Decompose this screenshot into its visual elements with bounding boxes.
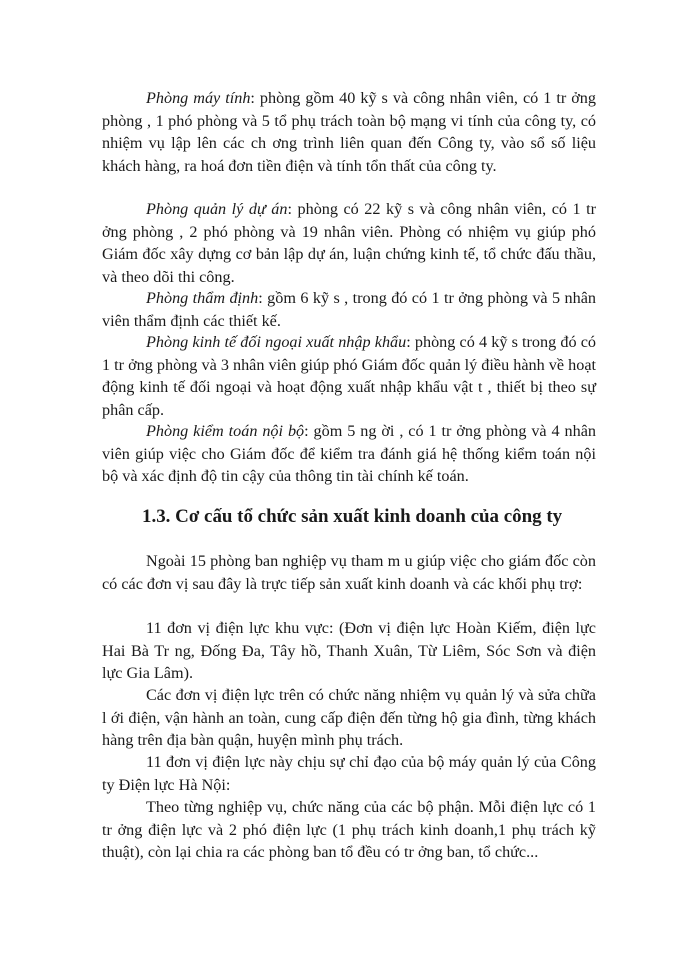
paragraph-body: : phòng có 22 kỹ s và công nhân viên, có 1 tr ởng phòng , 2 phó phòng và 19 nhân viên. Phòng có nhiệm vụ giúp phó Giám đốc xây dựng cơ bản lập dự án, luận chứng kinh tế, tổ chức đấu thầu, và theo dõi thi công. xyxy=(102,200,596,286)
section-heading: 1.3. Cơ cấu tổ chức sản xuất kinh doanh của công ty xyxy=(142,506,563,527)
paragraph-phong-kiem-toan xyxy=(102,420,596,488)
paragraph-lead-term: Phòng kiểm toán nội bộ xyxy=(146,422,305,440)
paragraph-intro-units: Ngoài 15 phòng ban nghiệp vụ tham m u giúp việc cho giám đốc còn có các đơn vị sau đây là trực tiếp sản xuất kinh doanh và các khối phụ trợ: xyxy=(102,552,596,593)
paragraph-phong-kinh-te-doi-ngoai xyxy=(102,331,596,421)
paragraph-dien-luc-list: 11 đơn vị điện lực khu vực: (Đơn vị điện lực Hoàn Kiếm, điện lực Hai Bà Tr ng, Đống Đa, Tây hồ, Thanh Xuân, Từ Liêm, Sóc Sơn và điện lực Gia Lâm). xyxy=(102,619,596,682)
paragraph-nghiep-vu: Theo từng nghiệp vụ, chức năng của các bộ phận. Mỗi điện lực có 1 tr ởng điện lực và 2 phó điện lực (1 phụ trách kinh doanh,1 phụ trách kỹ thuật), còn lại chia ra các phòng ban tổ đều có tr ởng ban, tổ chức... xyxy=(102,798,596,861)
paragraph-body: : gồm 6 kỹ s , trong đó có 1 tr ởng phòng và 5 nhân viên thẩm định các thiết kế. xyxy=(102,289,597,330)
paragraph-lead-term: Phòng máy tính xyxy=(146,89,251,107)
paragraph-phong-tham-dinh xyxy=(102,287,596,332)
paragraph-phong-quan-ly-du-an xyxy=(102,198,596,288)
paragraph-body: : phòng gồm 40 kỹ s và công nhân viên, có 1 tr ởng phòng , 1 phó phòng và 5 tổ phụ trách toàn bộ mạng vi tính của công ty, có nhiệm vụ lập lên các ch ơng trình liên quan đến Công ty, vào sổ số liệu khách hàng, ra hoá đơn tiền điện và tính tổn thất của công ty. xyxy=(102,89,596,175)
paragraph-chuc-nang: Các đơn vị điện lực trên có chức năng nhiệm vụ quản lý và sửa chữa l ới điện, vận hành an toàn, cung cấp điện đến từng hộ gia đình, từng khách hàng trên địa bàn quận, huyện mình phụ trách. xyxy=(102,686,596,749)
paragraph-body: : phòng có 4 kỹ s trong đó có 1 tr ởng phòng và 3 nhân viên giúp phó Giám đốc quản lý điều hành về hoạt động kinh tế đối ngoại và hoạt động xuất nhập khẩu vật t , thiết bị theo sự phân cấp. xyxy=(102,333,596,419)
paragraph-body: : gồm 5 ng ời , có 1 tr ởng phòng và 4 nhân viên giúp việc cho Giám đốc để kiểm tra đánh giá hệ thống kiểm toán nội bộ và xác định độ tin cậy của thông tin tài chính kế toán. xyxy=(102,422,596,485)
paragraph-lead-term: Phòng quản lý dự án xyxy=(146,200,288,218)
paragraph-chi-dao: 11 đơn vị điện lực này chịu sự chỉ đạo của bộ máy quản lý của Công ty Điện lực Hà Nội: xyxy=(102,753,596,794)
paragraph-lead-term: Phòng kinh tế đối ngoại xuất nhập khẩu xyxy=(146,333,407,351)
paragraph-phong-may-tinh xyxy=(102,87,596,177)
paragraph-lead-term: Phòng thẩm định xyxy=(146,289,259,307)
